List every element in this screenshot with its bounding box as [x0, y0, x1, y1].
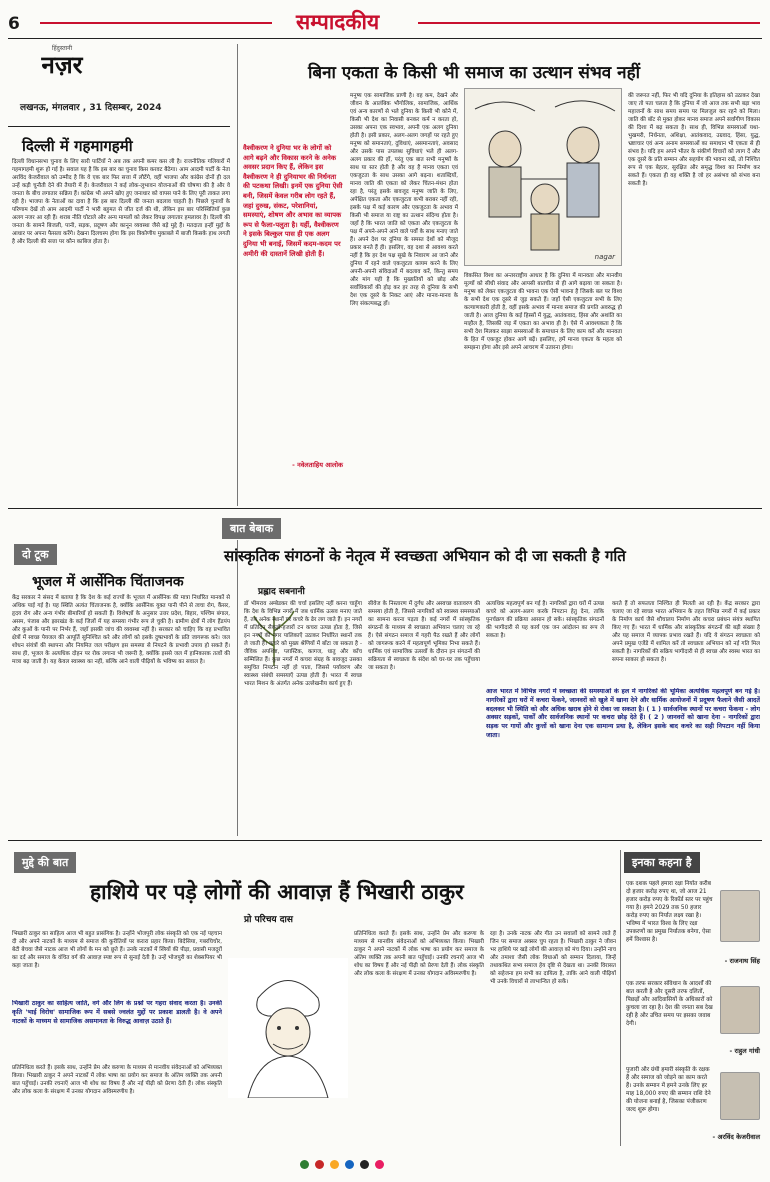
editorial-heading: दिल्ली में गहमागहमी [22, 137, 133, 155]
baat-bebaak-col-3: अत्यधिक महत्वपूर्ण बन गई है। नागरिकों द्वारा घरों में उत्पन्न कचरे को अलग-अलग करके निपटान हेतु देना, ताकि पुनर्चक्रण की प्रक्रिया आसान हो सके। सांस्कृतिक संगठनों की भागीदारी से यह कार्य एक जन आंदोलन का रूप ले सकता है। [486, 601, 604, 639]
pullquote-text: वैश्वीकरण ने दुनिया भर के लोगों को आगे बढ़ने और विकास करने के अनेक अवसर प्रदान किए हैं, लेकिन इस वैश्वीकरण ने ही दुनियाभर की निर्धनता की पटकथा लिखी। इनमें एक दुनिया ऐसी बनी, जिसमें केवल गरीब लोग रहते हैं, जहां दुरुख, संकट, परेशानियां, समस्याएं, शोषण और अभाव का व्यापक रूप से फैला-पलुता है। यहीं, वैश्वीकरण ने इसके बिल्कुल पास ही एक अलग दुनिया भी बनाई, जिसमें कदम-कदम पर अमीरी की दास्तानें लिखी होती हैं। [243, 144, 343, 258]
lead-col-3: विकसित विश्व का अन्तरराष्ट्रीय आधार है कि दुनिया में मानवता और मानवीय मूल्यों को सीधी संवाद और आपसी बातचीत से ही आगे बढ़ाया जा सकता है। मनुष्य को लेकर एकजुटता की भावना एक ऐसी भावना है जिसके बल पर विश्व के सभी देश एक दूसरे से जुड़ सकते हैं। जहाँ ऐसी एकजुटता सभी के लिए कल्याणकारी होती है, वहीं इसके अभाव में मानव समाज की प्रगति अवरुद्ध हो जाती है। आज दुनिया के कई हिस्सों में युद्ध, आतंकवाद, हिंसा और अशांति का माहौल है, जिसकी जड़ में एकता का अभाव ही है। ऐसे में आवश्यकता है कि सभी देश मिलकर साझा समस्याओं के समाधान के लिए काम करें और मानवता के हित में एकजुट होकर आगे बढ़ें। इसलिए, हमें मानव एकता के महत्व को समझना होगा और इसे अपने आचरण में उतारना होगा। [464, 273, 622, 351]
quote-1 [626, 880, 760, 972]
masthead-logo [8, 44, 116, 92]
mudde-col-3: रहा है। उनके नाटक और गीत उन सवालों को सामने लाते हैं जिन पर समाज अक्सर चुप रहता है। भिखारी ठाकुर ने जीवन भर हाशिये पर खड़े लोगों की आवाज़ को मंच दिया। उन्होंने नाच और तमाशा जैसी लोक विधाओं को सम्मान दिलाया, जिन्हें तथाकथित सभ्य समाज हेय दृष्टि से देखता था। उनकी विरासत को सहेजना हम सभी का दायित्व है, ताकि आने वाली पीढ़ियाँ भी उनके विचारों से लाभान्वित हो सकें। [490, 931, 616, 985]
logo-small-text: हिंदुस्तानी [51, 45, 73, 52]
color-registration-dots [300, 1160, 384, 1169]
lead-bottom-rule [8, 508, 762, 509]
lead-headline: बिना एकता के किसी भी समाज का उत्थान संभव नहीं [308, 63, 641, 83]
header-rule [8, 38, 762, 39]
baat-bebaak-col-2: सीवेज के निस्तारण में दुर्गंध और अस्वच्छ वातावरण की समस्या होती है, जिससे नागरिकों को स्वास्थ्य समस्याओं का सामना करना पड़ता है। कई नगरों में सांस्कृतिक संगठनों के माध्यम से स्वच्छता अभियान चलाए जा रहे हैं। ऐसे संगठन समाज में गहरी पैठ रखते हैं और लोगों को जागरूक करने में महत्वपूर्ण भूमिका निभा सकते हैं। धार्मिक एवं सामाजिक उत्सवों के दौरान इन संगठनों की सक्रियता से स्वच्छता के संदेश को घर-घर तक पहुँचाया जा सकता है। [368, 601, 480, 671]
page-number: 6 [8, 14, 20, 34]
pullquote-author: - नवेलताहिय आलोक [292, 461, 343, 469]
quote-3-author: - अरविंद केजरीवाल [712, 1133, 760, 1141]
quotes-tag: इनका कहना है [624, 852, 700, 873]
mudde-highlight: भिखारी ठाकुर का साहित्य जाति, वर्ग और लिंग के प्रश्नों पर गहरा संवाद करता है। उनकी कृति 'भाई विरोध' सामाजिक रूप में सबसे ज्वलंत मुद्दों पर प्रकाश डालती है। वे अपने नाटकों के माध्यम से सामाजिक असमानता के विरुद्ध आवाज़ उठाते हैं। [12, 1000, 222, 1025]
lead-col-1: मनुष्य एक सामाजिक प्राणी है। वह कम, देखने और जीवन के आलंबिक भौगोलिक, सामाजिक, आर्थिक एवं अन्य कारणों से भले दुनिया के किसी भी कोने में, किसी भी देश का निवासी बनकर कर्म न करता हो, उसका अपना एक स्वभाव, अपनी एक अलग दुनिया होती है। इसी प्रकार, अलग-अलग जगहों पर रहते हुए मनुष्य को समानताएं, दुविधाएं, असमानताएं, अवसाद और उसके पास उपलब्ध सुविधाएं भले ही अलग-अलग प्रकार की हों, परंतु एक बात सभी मनुष्यों के साथ या स्तर होती है और वह है मानव एकता एवं एकजुटता के साथ उसका आगे बढ़ना। शताब्दियों, मानव जाति की एकता को लेकर चिंतन-मंथन होता रहा है, परंतु इसके बावजूद मनुष्य जाति के लिए, अपेक्षित एकता और एकजुटता कभी बराबर नहीं रही, इसके पक्ष में कई कारण और एकजुटता के अभाव में किसी भी समाज या राष्ट्र का उत्थान संदिग्ध होता है। जहाँ है कि भारत जाति को एकता और एकजुटता के पक्ष में अपने-अपने आने वाले पर्वों के साथ मनाए जाते हैं। अपने देश पर दुनिया के समस्त देशों को मौजूद प्रकार बनते हैं ही। इसलिए, वह दशा से आवश्य करते नहीं है कि हर देश पक्ष सूखे के निवारण आ जाने और दुनिया में रहने वाले एकजुटता कायम करने के लिए अपनी-अपनी संविदाओं में बदलाव करें, किन्तु समय और मांग यही है कि मुख्यतियों को छोड़ और सर्वाधिकारों की होड़ कर हर तरह से दुनिया के सभी देश एक दूसरे के निकट आएं और मानव-मानव के लिए संकल्पबद्ध हों। [350, 93, 458, 307]
quote-1-author: - राजनाथ सिंह [724, 957, 760, 965]
registration-dot [330, 1160, 339, 1169]
logo-main-text: नज़र [41, 51, 83, 79]
rajnath-portrait-icon [720, 890, 760, 942]
editorial-cartoon-icon [465, 89, 622, 266]
mudde-tag: मुद्दे की बात [14, 852, 76, 873]
baat-bebaak-headline: सांस्कृतिक संगठनों के नेतृत्व में स्वच्छता अभियान को दी जा सकती है गति [224, 547, 626, 565]
quote-2-text: एक तरफ सरकार संविधान के आदर्शों की बात करती है और दूसरी तरफ दलितों, पिछड़ों और आदिवासियों के अधिकारों को कुचला जा रहा है। देश की जनता सब देख रही है और उचित समय पर इसका जवाब देगी। [626, 981, 713, 1027]
do-took-body: केंद्र सरकार ने संसद में बताया है कि देश के कई राज्यों के भूजल में आर्सेनिक की मात्रा निर्धारित मानकों से अधिक पाई गई है। यह स्थिति अत्यंत चिंताजनक है, क्योंकि आर्सेनिक युक्त पानी पीने से त्वचा रोग, कैंसर, हृदय रोग और अन्य गंभीर बीमारियाँ हो सकती हैं। विशेषज्ञों के अनुसार उत्तर प्रदेश, बिहार, पश्चिम बंगाल, असम, पंजाब और झारखंड के कई जिलों में यह समस्या गंभीर रूप ले चुकी है। ग्रामीण क्षेत्रों में लोग हैंडपंप और कुओं के पानी पर निर्भर हैं, जहाँ इसकी जांच की व्यवस्था नहीं है। सरकार को चाहिए कि वह प्रभावित क्षेत्रों में स्वच्छ पेयजल की आपूर्ति सुनिश्चित करे और लोगों को इसके दुष्प्रभावों के प्रति जागरूक करे। जल शोधन संयंत्रों की स्थापना और नियमित जल परीक्षण इस समस्या से निपटने के प्रभावी उपाय हो सकते हैं। साथ ही, भूजल के अत्यधिक दोहन पर रोक लगाना भी जरूरी है, क्योंकि इससे जल में हानिकारक तत्वों की मात्रा बढ़ जाती है। यह केवल स्वास्थ्य का नहीं, बल्कि आने वाली पीढ़ियों के भविष्य का सवाल है। [12, 595, 230, 665]
baat-bebaak-col-4: करते हैं तो सफलता निश्चित ही मिलती आ रही है। केंद्र सरकार द्वारा चलाए जा रहे स्वच्छ भारत अभियान के तहत विभिन्न नगरों में कई प्रकार के निर्माण कार्य जैसे शौचालय निर्माण और कचरा प्रबंधन संयंत्र स्थापित किए गए हैं। भारत में धार्मिक और सांस्कृतिक संगठनों की बड़ी संख्या है और यह समाज में व्यापक प्रभाव रखते हैं। यदि ये संगठन स्वच्छता को अपने प्रमुख एजेंडे में शामिल करें तो स्वच्छता अभियान को नई गति मिल सकती है। नागरिकों की सक्रिय भागीदारी से ही स्वच्छ और स्वस्थ भारत का सपना साकार हो सकता है। [612, 601, 760, 663]
section-title: सम्पादकीय [296, 10, 380, 34]
editorial-body: दिल्ली विधानसभा चुनाव के लिए सारी पार्टियों ने अब तक अपनी कमर कस ली है। राजनीतिक गलियारों में गहमागहमी शुरू हो गई है। सवाल यह है कि इस बार का चुनाव किस करवट बैठेगा। आम आदमी पार्टी के नेता अरविंद केजरीवाल को उम्मीद है कि वे एक बार फिर सत्ता में लौटेंगे, वहीं भाजपा और कांग्रेस दोनों ही दल उन्हें कड़ी चुनौती देने की तैयारी में हैं। केजरीवाल ने कई लोक-लुभावन योजनाओं की घोषणा की है और वे जनता के बीच लगातार सक्रिय हैं। कांग्रेस भी अपने खोए हुए जनाधार को वापस पाने के लिए पूरी ताकत लगा रही है। भाजपा के नेताओं का दावा है कि इस बार दिल्ली की जनता बदलाव चाहती है। पिछले चुनावों के परिणाम देखें तो आम आदमी पार्टी ने भारी बहुमत से जीत दर्ज की थी, लेकिन इस बार परिस्थितियाँ कुछ अलग नजर आ रही हैं। शराब नीति घोटाले और अन्य मामलों को लेकर विपक्ष लगातार हमलावर है। दिल्ली की जनता के सामने बिजली, पानी, सड़क, प्रदूषण और कानून व्यवस्था जैसे बड़े मुद्दे हैं। मतदाता इन्हीं मुद्दों के आधार पर अपना फैसला करेंगे। देखना दिलचस्प होगा कि इस त्रिकोणीय मुकाबले में बाजी किसके हाथ लगती है और दिल्ली की सत्ता पर कौन काबिज होता है। [12, 159, 230, 245]
registration-dot [375, 1160, 384, 1169]
registration-dot [360, 1160, 369, 1169]
baat-bebaak-col-1: डॉ भीमराव अम्बेडकर की चर्चा इसलिए नहीं करना चाहूँगा कि देश के विभिन्न नगरों में जब धार्मिक उत्सव मनाए जाते हैं, तब अनेक स्थानों पर कचरे के ढेर लग जाते हैं। इन नगरों में प्रतिदिन सैकड़ों-हजारों टन कचरा उत्पन्न होता है, जिसे इन नगरों की नगर पालिकाएँ उठाकर निर्धारित स्थानों तक ले जाती हैं। कचरे को मुख्य श्रेणियों में बाँटा जा सकता है - जैविक अपशिष्ट, प्लास्टिक, कागज, धातु और काँच सम्मिलित हैं। कुछ नगरों में कचरा संग्रह के बावजूद उसका समुचित निपटान नहीं हो पाता, जिससे पर्यावरण और स्वास्थ्य संबंधी समस्याएँ उत्पन्न होती हैं। भारत में स्वच्छ भारत मिशन के अंतर्गत अनेक उल्लेखनीय कार्य हुए हैं। [244, 601, 362, 687]
lead-pullquote [243, 144, 343, 474]
rahul-portrait-icon [720, 986, 760, 1034]
cartoon-signature: nagar [594, 253, 615, 261]
mudde-col-2: प्रतिनिधित्व करते हैं। इसके साथ, उन्होंने प्रेम और करुणा के माध्यम से मानवीय संवेदनाओं को अभिव्यक्त किया। भिखारी ठाकुर ने अपने नाटकों में लोक भाषा का प्रयोग कर समाज के अंतिम व्यक्ति तक अपनी बात पहुँचाई। उनकी रचनाएँ आज भी शोध का विषय हैं और नई पीढ़ी को प्रेरणा देती हैं। लोक संस्कृति और लोक कला के संरक्षण में उनका योगदान अविस्मरणीय है। [354, 931, 484, 977]
registration-dot [315, 1160, 324, 1169]
middle-bottom-rule [8, 840, 762, 841]
quote-2 [626, 980, 760, 1060]
quote-3-text: पुजारी और ग्रंथी हमारी संस्कृति के रक्षक हैं और समाज को जोड़ने का काम करते हैं। उनके सम्मान में हमने उनके लिए हर माह 18,000 रुपए की सम्मान राशि देने की योजना बनाई है, जिसका पंजीकरण जल्द शुरू होगा। [626, 1067, 711, 1113]
registration-dot [300, 1160, 309, 1169]
header-bar-right [418, 22, 760, 24]
quote-2-author: - राहुल गांधी [729, 1047, 760, 1055]
mudde-col-1b: प्रतिनिधित्व करते हैं। इसके साथ, उन्होंने प्रेम और करुणा के माध्यम से मानवीय संवेदनाओं को अभिव्यक्त किया। भिखारी ठाकुर ने अपने नाटकों में लोक भाषा का प्रयोग कर समाज के अंतिम व्यक्ति तक अपनी बात पहुँचाई। उनकी रचनाएँ आज भी शोध का विषय हैं और नई पीढ़ी को प्रेरणा देती हैं। लोक संस्कृति और लोक कला के संरक्षण में उनका योगदान अविस्मरणीय है। [12, 1065, 222, 1095]
dateline-rule [8, 126, 230, 127]
header-bar-left [40, 22, 272, 24]
quote-3 [626, 1066, 760, 1146]
do-took-heading: भूजल में आर्सेनिक चिंताजनक [32, 574, 184, 590]
mudde-author: प्रो परिचय दास [244, 915, 293, 925]
editorial-cartoon [464, 88, 622, 266]
baat-bebaak-highlight: आज भारत में विभिन्न नगरों में स्वच्छता की समस्याओं के हल में नागरिकों की भूमिका अत्यधिक महत्वपूर्ण बन गई है। नागरिकों द्वारा घरों में कचरा फेंकने, जानवरों को खुले में खाना देने और धार्मिक आयोजनों में प्रदूषण फैलाने जैसी आदतें बदलकर भी स्थिति को और अधिक खराब होने से रोका जा सकता है। ( 1 ) सार्वजनिक स्थानों पर कचरा फेंकना - लोग अक्सर सड़कों, पार्कों और सार्वजनिक स्थानों पर कचरा छोड़ देते हैं। ( 2 ) जानवरों को खाना देना - नागरिकों द्वारा सड़क पर गायों और कुत्तों को खाना देना एक सामान्य प्रथा है, लेकिन इसके बाद कचरे का सही निपटान नहीं किया जाता। [486, 688, 760, 739]
kejriwal-portrait-icon [720, 1072, 760, 1120]
lead-col-4: की जरूरत नहीं, फिर भी यदि दुनिया के इतिहास को उठाकर देखा जाए तो पता चलता है कि दुनिया में जो आज तक सभी बड़ा भाव महाजनों के साथ समय समय पर मिलजुल कर रहने को मिला। जाति की बाँट से मुक्त होकर मानव समाज अपने सर्वांगीण विकास की दिशा में बढ़ सकता है। साथ ही, विभिन्न समस्याओं यथा-भुखमरी, निर्धनता, अशिक्षा, आतंकवाद, उग्रवाद, हिंसा, युद्ध, भ्रष्टाचार एवं अन्य अनाम समस्याओं का समाधान भी एकता से ही संभव है। यदि हम अपने भीतर के संकीर्ण विचारों को त्याग दें और एक दूसरे के प्रति सम्मान और सहयोग की भावना रखें, तो निश्चित रूप से एक बेहतर, सुरक्षित और समृद्ध विश्व का निर्माण कर सकते हैं। एकता ही वह शक्ति है जो हर असंभव को संभव बना सकती है। [628, 93, 760, 187]
mudde-col-1: भिखारी ठाकुर का साहित्य आज भी बहुत प्रासंगिक है। उन्होंने भोजपुरी लोक संस्कृति को एक नई पहचान दी और अपने नाटकों के माध्यम से समाज की कुरीतियों पर करारा प्रहार किया। बिदेसिया, गबरघिचोर, बेटी बेचवा जैसे नाटक आज भी लोगों के मन को छूते हैं। उनके नाटकों में स्त्रियों की पीड़ा, प्रवासी मजदूरों का दर्द और समाज के वंचित वर्ग की आवाज़ स्पष्ट रूप से सुनाई देती है। उन्हें भोजपुरी का शेक्सपियर भी कहा जाता है। [12, 931, 222, 969]
mudde-headline: हाशिये पर पड़े लोगों की आवाज़ हैं भिखारी ठाकुर [90, 880, 464, 904]
baat-bebaak-tag: बात बेबाक [222, 518, 281, 539]
registration-dot [345, 1160, 354, 1169]
baat-bebaak-author: प्रह्लाद सबनानी [258, 587, 305, 597]
col-divider-lower [237, 540, 238, 836]
bhikhari-thakur-sketch-icon [228, 958, 348, 1098]
quote-1-text: एक दशक पहले हमारा रक्षा निर्यात करीब दो हजार करोड़ रुपए था, जो आज 21 हजार करोड़ रुपए के रिकॉर्ड स्तर पर पहुंच गया है। हमने 2029 तक 50 हजार करोड़ रुपए का निर्यात लक्ष्य रखा है। भविष्य में भारत विश्व के लिए रक्षा उपकरणों का प्रमुख निर्यातक बनेगा, ऐसा हमें विश्वास है। [626, 881, 713, 943]
dateline: लखनऊ, मंगलवार , 31 दिसम्बर, 2024 [20, 103, 162, 113]
do-took-tag: दो टूक [14, 544, 57, 565]
bhikhari-thakur-sketch [228, 958, 348, 1098]
col-divider-quotes [620, 850, 621, 1146]
col-divider-main [237, 44, 238, 506]
